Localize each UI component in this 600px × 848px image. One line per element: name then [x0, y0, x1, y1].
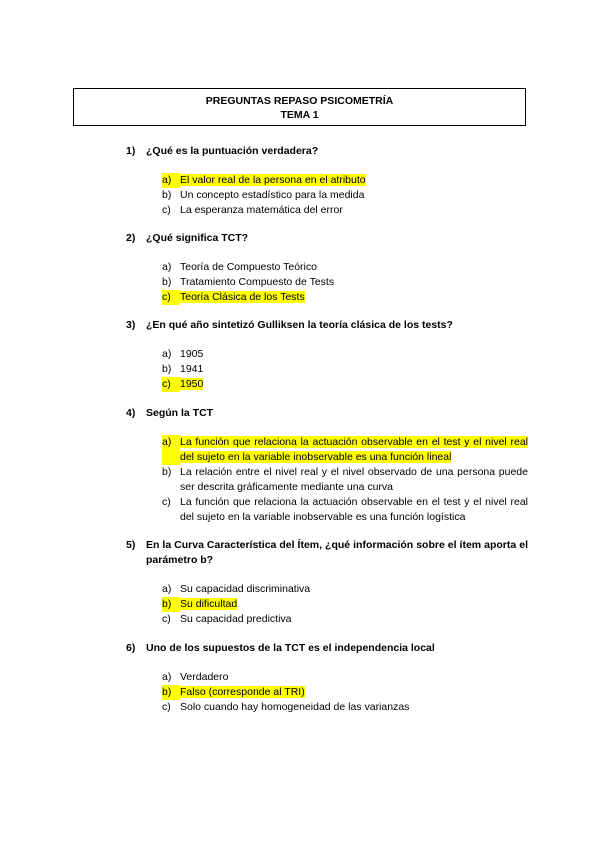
- question-number: 6): [126, 642, 136, 654]
- option-b: b) Tratamiento Compuesto de Tests: [162, 276, 335, 288]
- option-text: Su capacidad discriminativa: [180, 583, 311, 595]
- option-text: El valor real de la persona en el atributo: [180, 174, 366, 186]
- question-text: ¿En qué año sintetizó Gulliksen la teoría clásica de los tests?: [146, 319, 453, 331]
- option-c: c) 1950: [162, 378, 204, 390]
- document-title-box: [73, 88, 526, 126]
- option-a: a) Teoría de Compuesto Teórico: [162, 261, 317, 273]
- question-text: Según la TCT: [146, 407, 214, 419]
- question-1: [126, 144, 528, 218]
- question-4: [126, 406, 528, 525]
- question-number: 5): [126, 539, 136, 551]
- question-6: [126, 641, 528, 715]
- option-text: 1950: [180, 378, 204, 390]
- question-5: [126, 538, 528, 627]
- question-text: ¿Qué significa TCT?: [146, 232, 249, 244]
- question-2: [126, 231, 528, 305]
- option-text: Su dificultad: [180, 598, 238, 610]
- question-number: 1): [126, 145, 136, 157]
- option-text: Un concepto estadístico para la medida: [180, 189, 365, 201]
- question-number: 2): [126, 232, 136, 244]
- option-text: La función que relaciona la actuación observable en el test y el nivel real del sujeto en la variable inobservable es una función logística: [180, 496, 528, 523]
- option-text: La esperanza matemática del error: [180, 204, 343, 216]
- question-3: [126, 318, 528, 392]
- question-text: Uno de los supuestos de la TCT es el independencia local: [146, 642, 435, 654]
- option-a: a) 1905: [162, 348, 204, 360]
- document-subtitle: TEMA 1: [280, 109, 319, 121]
- option-text: Verdadero: [180, 671, 229, 683]
- option-text: Su capacidad predictiva: [180, 613, 292, 625]
- option-text: Tratamiento Compuesto de Tests: [180, 276, 335, 288]
- option-text: Teoría Clásica de los Tests: [180, 291, 305, 303]
- option-b: b) Su dificultad: [162, 598, 238, 610]
- question-text: ¿Qué es la puntuación verdadera?: [146, 145, 319, 157]
- option-text: 1905: [180, 348, 204, 360]
- option-b: b) 1941: [162, 363, 204, 375]
- document-title: PREGUNTAS REPASO PSICOMETRÍA: [205, 95, 394, 107]
- option-text: 1941: [180, 363, 204, 375]
- question-number: 3): [126, 319, 136, 331]
- option-text: Falso (corresponde al TRI): [180, 686, 305, 698]
- option-b: b) La relación entre el nivel real y el nivel observado de una persona puede ser descrita gráficamente mediante una curva: [162, 466, 528, 493]
- option-c: c) Teoría Clásica de los Tests: [162, 291, 305, 303]
- option-c: c) Su capacidad predictiva: [162, 613, 292, 625]
- option-b: b) Falso (corresponde al TRI): [162, 686, 305, 698]
- option-b: b) Un concepto estadístico para la medida: [162, 189, 365, 201]
- question-number: 4): [126, 407, 136, 419]
- question-text: En la Curva Característica del Ítem, ¿qué información sobre el ítem aporta el parámetro b?: [146, 539, 528, 566]
- option-a: a) La función que relaciona la actuación observable en el test y el nivel real del sujeto en la variable inobservable es una función lineal: [162, 436, 528, 463]
- option-c: c) Solo cuando hay homogeneidad de las varianzas: [162, 701, 410, 713]
- option-a: a) Su capacidad discriminativa: [162, 583, 311, 595]
- option-a: a) Verdadero: [162, 671, 229, 683]
- option-a: a) El valor real de la persona en el atributo: [162, 174, 366, 186]
- option-text: Teoría de Compuesto Teórico: [180, 261, 317, 273]
- option-c: c) La esperanza matemática del error: [162, 204, 343, 216]
- option-text: Solo cuando hay homogeneidad de las varianzas: [180, 701, 410, 713]
- option-c: c) La función que relaciona la actuación observable en el test y el nivel real del sujeto en la variable inobservable es una función logística: [162, 496, 528, 523]
- option-text: La función que relaciona la actuación observable en el test y el nivel real del sujeto en la variable inobservable es una función lineal: [180, 436, 528, 463]
- option-text: La relación entre el nivel real y el nivel observado de una persona puede ser descrita gráficamente mediante una curva: [180, 466, 528, 493]
